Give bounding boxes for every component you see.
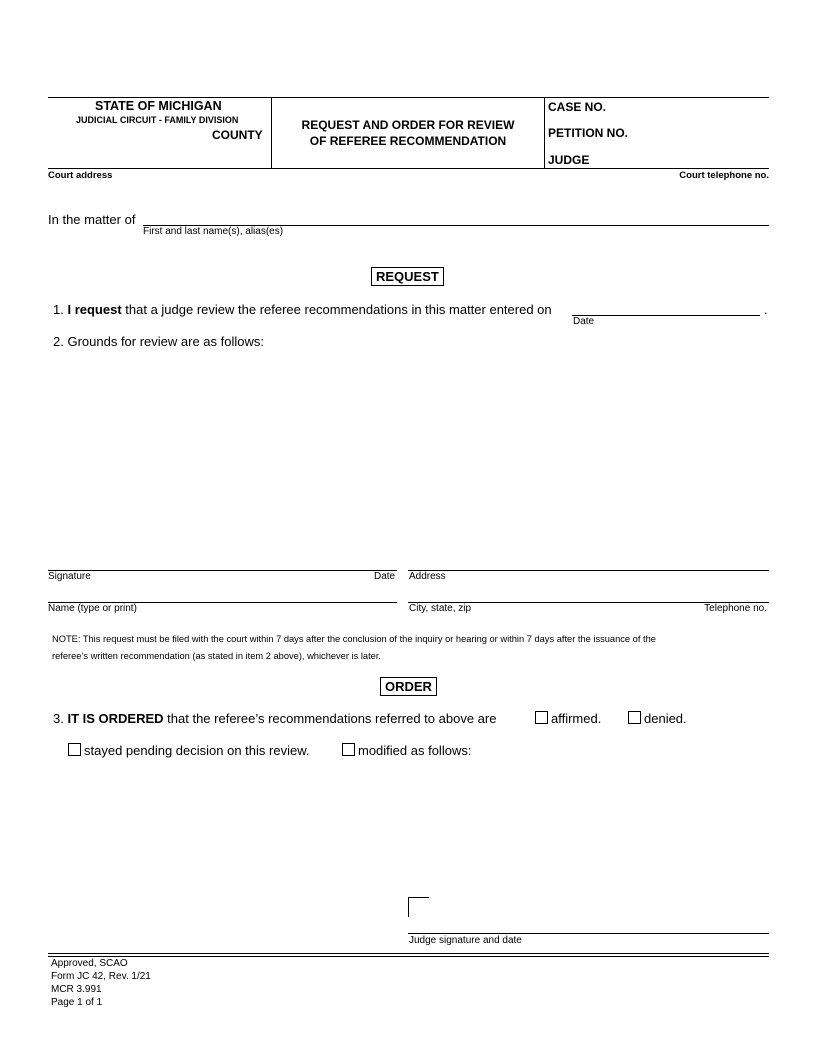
header-divider-right [544, 97, 545, 168]
city-caption: City, state, zip [409, 603, 472, 614]
affirmed-label: affirmed. [551, 711, 602, 726]
option-denied[interactable] [628, 711, 687, 726]
address-caption: Address [409, 571, 446, 582]
form-title-line1: REQUEST AND ORDER FOR REVIEW [301, 118, 515, 132]
court-telephone-label: Court telephone no. [679, 170, 769, 181]
telephone-caption: Telephone no. [704, 603, 767, 614]
name-caption: Name (type or print) [48, 603, 137, 614]
affirmed-checkbox[interactable] [535, 711, 548, 724]
footer-page: Page 1 of 1 [51, 997, 103, 1008]
judge-label: JUDGE [548, 153, 590, 167]
header-divider-left [271, 97, 272, 168]
order-heading: ORDER [380, 677, 437, 696]
case-no-label: CASE NO. [548, 100, 607, 114]
footer-rule-2 [48, 956, 769, 957]
petition-no-label: PETITION NO. [548, 126, 629, 140]
request-item-2 [53, 334, 264, 349]
form-title-line2: OF REFEREE RECOMMENDATION [309, 134, 507, 148]
item1-bold: I request [67, 302, 122, 317]
item3-text: that the referee’s recommendations referred to above are [167, 711, 497, 726]
court-address-label: Court address [48, 170, 113, 181]
state-name: STATE OF MICHIGAN [95, 99, 222, 113]
signature-caption: Signature [48, 571, 91, 582]
order-item-3 [53, 711, 496, 726]
denied-label: denied. [644, 711, 687, 726]
footer-approved: Approved, SCAO [51, 958, 128, 969]
date-caption: Date [573, 316, 595, 327]
entered-on-date-field[interactable] [572, 315, 760, 316]
judge-signature-caption: Judge signature and date [409, 935, 522, 946]
footer-rule-1 [48, 953, 769, 954]
option-stayed[interactable] [68, 743, 309, 758]
request-item-1 [53, 302, 552, 317]
filing-note-line2: referee’s written recommendation (as stated in item 2 above), whichever is later. [52, 651, 381, 661]
header-bottom-rule [48, 168, 769, 169]
judicial-circuit-label: JUDICIAL CIRCUIT - FAMILY DIVISION [76, 115, 239, 125]
signature-field[interactable] [48, 570, 397, 571]
judge-signature-field[interactable] [408, 933, 769, 934]
option-affirmed[interactable] [535, 711, 601, 726]
header-top-rule [48, 97, 769, 98]
matter-name-caption: First and last name(s), alias(es) [143, 226, 284, 237]
grounds-for-review-field[interactable] [68, 352, 768, 562]
option-modified[interactable] [342, 743, 471, 758]
denied-checkbox[interactable] [628, 711, 641, 724]
item1-text: that a judge review the referee recommendations in this matter entered on [125, 302, 552, 317]
modification-details-field[interactable] [68, 762, 768, 887]
modified-label: modified as follows: [358, 743, 472, 758]
item3-number: 3. [53, 711, 64, 726]
address-field[interactable] [408, 570, 769, 571]
item1-number: 1. [53, 302, 64, 317]
footer-mcr: MCR 3.991 [51, 984, 102, 995]
item2-text: Grounds for review are as follows: [67, 334, 264, 349]
filing-note-line1: NOTE: This request must be filed with the court within 7 days after the conclusion of the inquiry or hearing or within 7 days after the issuance of the [52, 634, 656, 644]
signature-date-caption: Date [374, 571, 396, 582]
county-label: COUNTY [212, 128, 263, 142]
item2-number: 2. [53, 334, 64, 349]
stayed-checkbox[interactable] [68, 743, 81, 756]
request-heading: REQUEST [371, 267, 444, 286]
item3-bold: IT IS ORDERED [67, 711, 164, 726]
matter-label: In the matter of [48, 212, 136, 227]
item1-period: . [764, 302, 768, 317]
stayed-label: stayed pending decision on this review. [84, 743, 310, 758]
modified-checkbox[interactable] [342, 743, 355, 756]
seal-corner-mark [408, 897, 429, 917]
footer-form-number: Form JC 42, Rev. 1/21 [51, 971, 151, 982]
